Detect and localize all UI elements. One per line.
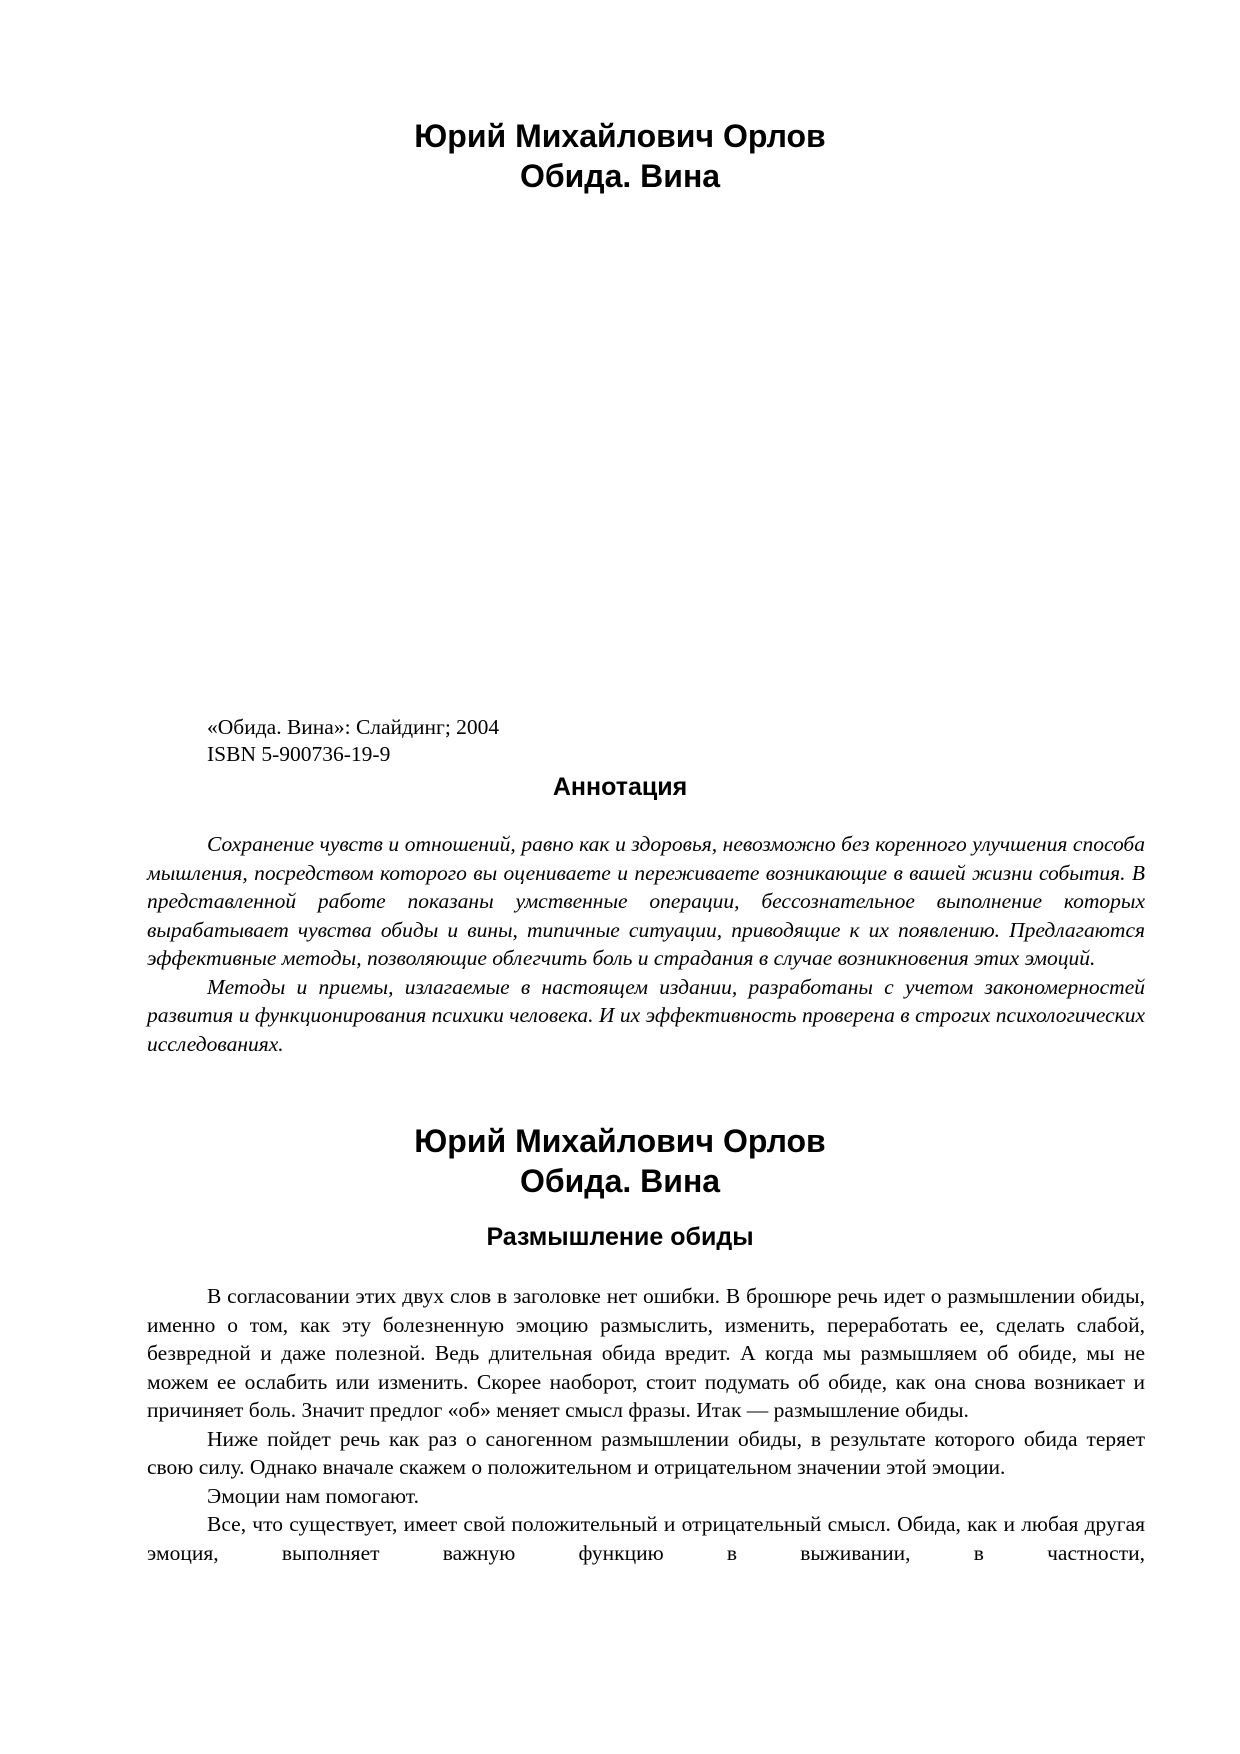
isbn-line: ISBN 5-900736-19-9 [207, 742, 391, 766]
imprint-line: «Обида. Вина»: Слайдинг; 2004 [207, 715, 500, 739]
body-paragraph: В согласовании этих двух слов в заголовке нет ошибки. В брошюре речь идет о размышлении обиды, именно о том, как эту болезненную эмоцию размыслить, изменить, переработать ее, сделать слабой, безвредной и даже полезной. Ведь длительная обида вредит. А когда мы размышляем об обиде, мы не можем ее ослабить или изменить. Скорее наоборот, стоит подумать об обиде, как она снова возникает и причиняет боль. Значит предлог «об» меняет смысл фразы. Итак — размышление обиды. [147, 1284, 1145, 1422]
body-paragraph: Все, что существует, имеет свой положительный и отрицательный смысл. Обида, как и любая другая эмоция, выполняет важную функцию в выживании, в частности, [147, 1512, 1145, 1565]
body-text [147, 1282, 1145, 1567]
book-title: Обида. Вина [519, 1163, 721, 1199]
annotation-paragraph: Методы и приемы, излагаемые в настоящем издании, разработаны с учетом закономерностей развития и функционирования психики человека. И их эффективность проверена в строгих психологических исследованиях. [147, 974, 1145, 1056]
book-title: Обида. Вина [519, 158, 721, 194]
title-block-main [0, 1121, 1240, 1201]
body-paragraph: Эмоции нам помогают. [207, 1483, 419, 1508]
annotation-heading: Аннотация [552, 773, 688, 801]
body-paragraph: Ниже пойдет речь как раз о саногенном размышлении обиды, в результате которого обида теряет свою силу. Однако вначале скажем о положительном и отрицательном значении этой эмоции. [147, 1426, 1145, 1479]
author-name: Юрий Михайлович Орлов [414, 118, 826, 154]
annotation-text [147, 830, 1145, 1058]
author-name: Юрий Михайлович Орлов [414, 1123, 826, 1159]
annotation-paragraph: Сохранение чувств и отношений, равно как и здоровья, невозможно без коренного улучшения способа мышления, посредством которого вы оцениваете и переживаете возникающие в вашей жизни события. В представленной работе показаны умственные операции, бессознательное выполнение которых вырабатывает чувства обиды и вины, типичные ситуации, приводящие к их появлению. Предлагаются эффективные методы, позволяющие облегчить боль и страдания в случае возникновения этих эмоций. [147, 832, 1145, 970]
section-heading: Размышление обиды [486, 1223, 754, 1251]
title-block-top [0, 116, 1240, 196]
publication-info [207, 714, 499, 768]
